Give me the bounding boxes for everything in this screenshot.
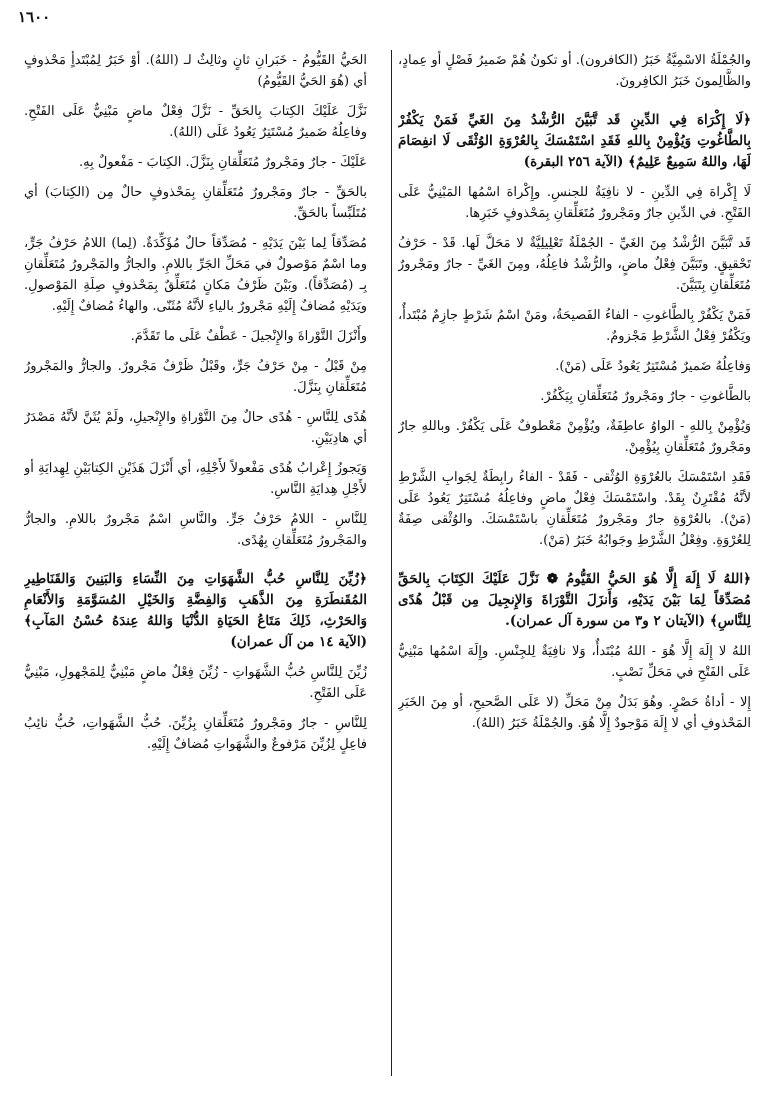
paragraph: هُدًى لِلنَّاسِ - هُدًى حالٌ مِنَ التَّوْراةِ والإِنْجيلِ، ولَمْ يُثَنَّ لأنَّهُ مَصْدَرٌ أي هادِيَيْنِ. (24, 410, 367, 446)
paragraph: وأَنْزَلَ التَّوْراةَ والإِنْجيلَ - عَطْفٌ عَلَى ما تَقَدَّمَ. (130, 329, 367, 344)
paragraph: وَيُؤْمِنْ بِاللهِ - الواوُ عاطِفَةٌ، ويُؤْمِنْ مَعْطوفٌ عَلَى يَكْفُرْ. وباللهِ جارٌ ومَجْرورٌ مُتَعَلِّقانِ بِيُؤْمِنْ. (398, 419, 751, 455)
paragraph: لِلنَّاسِ - اللامُ حَرْفُ جَرٍّ. والنَّاسِ اسْمٌ مَجْرورٌ باللامِ. والجارُّ والمَجْرورُ مُتَعَلِّقانِ بِهُدًى. (24, 512, 367, 548)
paragraph: فَمَنْ يَكْفُرْ بِالطَّاغوتِ - الفاءُ الفَصيحَةُ، ومَنْ اسْمُ شَرْطٍ جازِمٌ مُبْتَدأٌ، ويَكْفُرْ فِعْلُ الشَّرْطِ مَجْزومٌ. (398, 308, 751, 344)
paragraph: الحَيُّ القَيُّومُ - خَبَرانِ ثانٍ وثالِثٌ لـ (اللهُ). أوْ خَبَرٌ لِمُبْتَدأٍ مَحْذوفٍ أي (هُوَ الحَيُّ القَيُّومُ) (24, 53, 367, 89)
paragraph: إِلا - أداةُ حَصْرٍ. وهُوَ بَدَلٌ مِنْ مَحَلِّ (لا عَلَى الصَّحيحِ، أو مِنَ الخَبَرِ المَحْذوفِ أي لا إِلَهَ مَوْجودٌ إِلَّا هُوَ. والجُمْلَةُ خَبَرُ (اللهُ). (398, 695, 751, 731)
paragraph: والجُمْلَةُ الاسْمِيَّةُ خَبَرُ (الكافرون). أو تكونُ هُمْ ضَميرُ فَصْلٍ أو عِمادٍ، والظَّالِمونَ خَبَرُ الكافِرونَ. (398, 53, 751, 89)
paragraph: فَقَدِ اسْتَمْسَكَ بالعُرْوَةِ الوُثْقى - فَقَدْ - الفاءُ رابِطَةٌ لِجَوابِ الشَّرْطِ لأنَّهُ مُقْتَرِنٌ بِقَدْ. واسْتَمْسَكَ فِعْلٌ ماضٍ وفاعِلُهُ مُسْتَتِرٌ يَعُودُ عَلَى (مَنْ). بالعُرْوَةِ جارٌ ومَجْرورٌ مُتَعَلِّقانِ باسْتَمْسَكَ. والوُثْقى صِفَةٌ لِلعُرْوَةِ. وفِعْلُ الشَّرْطِ وجَوابُهُ خَبَرُ (مَنْ). (398, 470, 751, 548)
paragraph: اللهُ لا إِلَهَ إِلَّا هُوَ - اللهُ مُبْتَدأٌ، وَلا نافِيَةٌ لِلجِنْسِ. وإِلَهَ اسْمُها مَبْنِيٌّ عَلَى الفَتْحِ في مَحَلِّ نَصْبٍ. (398, 644, 751, 680)
paragraph: وَفاعِلُهُ ضَميرٌ مُسْتَتِرٌ يَعُودُ عَلَى (مَنْ). (555, 359, 751, 374)
paragraph: مُصَدِّقاً لِما بَيْنَ يَدَيْهِ - مُصَدِّقاً حالٌ مُؤَكِّدَةٌ. (لِما) اللامُ حَرْفُ جَرٍّ، وما اسْمٌ مَوْصولٌ في مَحَلِّ الجَرِّ باللامِ. والجارُّ والمَجْرورُ مُتَعَلِّقانِ بِـ (مُصَدِّقاً). وبَيْنَ ظَرْفُ مَكانٍ مُتَعَلِّقٌ بِمَحْذوفٍ صِلَةِ المَوْصولِ. ويَدَيْهِ مُضافٌ إِلَيْهِ مَجْرورٌ بالياءِ لأنَّهُ مُثَنّى. والهاءُ مُضافٌ إِلَيْهِ. (24, 236, 367, 314)
quran-verse: ﴿اللهُ لَا إِلَهَ إِلَّا هُوَ الحَيُّ القَيُّومُ ❁ نَزَّلَ عَلَيْكَ الكِتَابَ بِالحَقِّ مُصَدِّقاً لِمَا بَيْنَ يَدَيْهِ، وَأَنزَلَ التَّوْرَاةَ وَالإِنجِيلَ مِن قَبْلُ هُدًى لِلنَّاسِ﴾ (الآيتان ٢ و٣ من سورة آل عمران). (398, 571, 751, 629)
paragraph: لِلنَّاسِ - جارٌ ومَجْرورٌ مُتَعَلِّقانِ بِزُيِّنَ. حُبُّ الشَّهَواتِ، حُبُّ نائِبُ فاعِلٍ لِزُيِّنَ مَرْفوعٌ والشَّهَواتِ مُضافٌ إِلَيْهِ. (24, 716, 367, 752)
paragraph: عَلَيْكَ - جارٌ ومَجْرورٌ مُتَعَلِّقانِ بِنَزَّلَ. الكِتابَ - مَفْعولٌ بِهِ. (79, 155, 367, 170)
quran-verse: ﴿لَا إِكْرَاهَ فِي الدِّينِ قَد تَّبَيَّنَ الرُّشْدُ مِنَ الغَيِّ فَمَنْ يَكْفُرْ بِالطَّاغُوتِ وَيُؤْمِنْ بِاللهِ فَقَدِ اسْتَمْسَكَ بِالعُرْوَةِ الوُثْقَى لَا انفِصَامَ لَهَا، واللهُ سَمِيعٌ عَلِيمٌ﴾ (الآية ٢٥٦ البقرة) (398, 112, 751, 170)
paragraph: نَزَّلَ عَلَيْكَ الكِتابَ بِالحَقِّ - نَزَّلَ فِعْلٌ ماضٍ مَبْنِيٌّ عَلَى الفَتْحِ. وفاعِلُهُ ضَميرٌ مُسْتَتِرٌ يَعُودُ عَلَى (اللهُ). (24, 104, 367, 140)
right-column (398, 50, 751, 1076)
paragraph: بالحَقِّ - جارٌ ومَجْرورٌ مُتَعَلِّقانِ بِمَحْذوفٍ حالٌ مِن (الكِتابَ) أي مُتَلَبِّساً بالحَقِّ. (24, 185, 367, 221)
paragraph: لَا إِكْراهَ فِي الدِّينِ - لا نافِيَةٌ للجنسِ. وإِكْراهَ اسْمُها المَبْنِيُّ عَلَى الفَتْحِ. في الدِّينِ جارٌ ومَجْرورٌ مُتَعَلِّقانِ بِمَحْذوفٍ خَبَرِها. (398, 185, 751, 221)
paragraph: مِنْ قَبْلُ - مِنْ حَرْفُ جَرٍّ، وقَبْلُ ظَرْفٌ مَجْرورٌ. والجارُّ والمَجْرورُ مُتَعَلِّقانِ بِنَزَّلَ. (24, 359, 367, 395)
column-divider (391, 50, 392, 1076)
page-number: ١٦٠٠ (18, 8, 51, 26)
paragraph: بالطَّاغوتِ - جارٌ ومَجْرورٌ مُتَعَلِّقانِ بِيَكْفُرْ. (540, 389, 751, 404)
paragraph: وَيَجوزُ إِعْرابُ هُدًى مَفْعولاً لأَجْلِهِ، أي أَنْزَلَ هَذَيْنِ الكِتابَيْنِ لِهِدايَةِ أو لأَجْلِ هِدايَةِ النَّاسِ. (24, 461, 367, 497)
paragraph: قَد تَّبَيَّنَ الرُّشْدُ مِنَ الغَيِّ - الجُمْلَةُ تَعْلِيلِيَّةٌ لا مَحَلَّ لَها. قَدْ - حَرْفُ تَحْقيقٍ. وتَبَيَّنَ فِعْلٌ ماضٍ، والرُّشْدُ فاعِلُهُ، ومِنَ الغَيِّ - جارٌ ومَجْرورٌ مُتَعَلِّقانِ بِتَبَيَّنَ. (398, 236, 751, 293)
left-column (24, 50, 367, 1076)
quran-verse: ﴿زُيِّنَ لِلنَّاسِ حُبُّ الشَّهَوَاتِ مِنَ النِّسَاءِ وَالبَنِينَ وَالقَنَاطِيرِ المُقَنطَرَةِ مِنَ الذَّهَبِ وَالفِضَّةِ وَالخَيْلِ المُسَوَّمَةِ وَالأَنْعَامِ وَالحَرْثِ، ذَلِكَ مَتَاعُ الحَيَاةِ الدُّنْيَا وَاللهُ عِندَهُ حُسْنُ المَآبِ﴾ (الآية ١٤ من آل عمران) (24, 571, 367, 650)
paragraph: زُيِّنَ لِلنَّاسِ حُبُّ الشَّهَواتِ - زُيِّنَ فِعْلٌ ماضٍ مَبْنِيٌّ لِلمَجْهولِ، مَبْنِيٌّ عَلَى الفَتْحِ. (24, 665, 367, 701)
